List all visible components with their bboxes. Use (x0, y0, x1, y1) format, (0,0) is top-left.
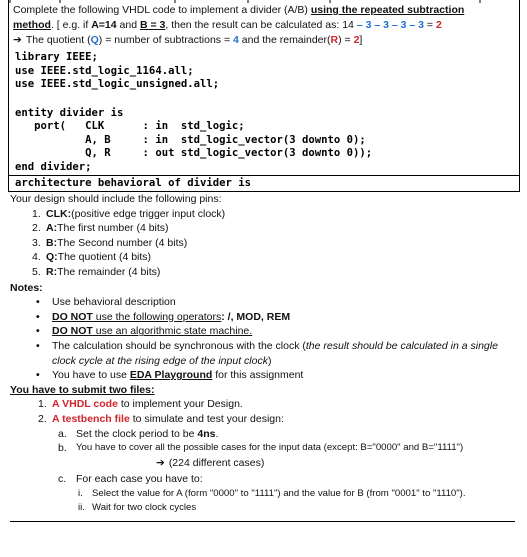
list-number: 4. (32, 251, 41, 264)
bullet-icon: • (36, 310, 40, 323)
code-line: end divider; (15, 160, 92, 173)
library-block (9, 50, 519, 93)
operators: : /, MOD, REM (221, 310, 291, 323)
list-item (32, 250, 518, 265)
pin-name: A: (46, 222, 58, 235)
list-text: For each case you have to: (76, 473, 203, 486)
intro-line-1 (13, 3, 515, 18)
list-number: 3. (32, 236, 41, 249)
code-line: A, B : in std_logic_vector(3 downto 0); (15, 133, 366, 146)
bullet-icon: • (36, 369, 40, 382)
code-line: library IEEE; (15, 51, 98, 63)
pin-desc: The quotient (4 bits) (57, 251, 152, 264)
list-number: 5. (32, 265, 41, 278)
list-letter: c. (58, 473, 67, 486)
note-italic: the result should be calculated in a single clock cycle at the rising edge of the input clock (52, 339, 498, 367)
eda-playground-link[interactable]: EDA Playground (129, 369, 213, 382)
list-item (38, 397, 518, 412)
list-item (32, 221, 518, 236)
list-item (78, 501, 518, 515)
note-text: You have to use (52, 369, 130, 382)
intro-text: . [ e.g. if (50, 19, 92, 31)
example-result: 2 (435, 19, 442, 31)
list-number: 1. (38, 398, 47, 411)
bullet-icon: • (36, 339, 40, 352)
note-text: use the following operators (92, 310, 222, 323)
remainder-label: R (330, 34, 339, 46)
testbench-list (58, 427, 518, 487)
clock-period: 4ns (197, 427, 216, 440)
list-text: Set the clock period to be (76, 427, 198, 440)
method-emphasis: using the repeated subtraction (310, 4, 465, 16)
list-text: You have to cover all the possible cases for the input data (except: B="0000" and B="1111") (76, 442, 464, 454)
code-line: use IEEE.std_logic_1164.all; (15, 64, 194, 77)
vhdl-code-box (8, 50, 520, 192)
assignment-document (8, 0, 520, 522)
notes-heading: Notes: (10, 281, 43, 294)
list-numeral: i. (78, 487, 83, 499)
code-line: Q, R : out std_logic_vector(3 downto 0)); (15, 147, 373, 159)
intro-text: = (423, 19, 436, 31)
note-emphasis: DO NOT (52, 310, 93, 323)
pins-heading: Your design should include the following pins: (10, 193, 222, 205)
intro-text: The quotient ( (25, 34, 91, 46)
intro-text: ) = (338, 34, 354, 46)
submit-text: to implement your Design. (117, 398, 243, 411)
example-b: B = 3 (139, 19, 166, 31)
list-text: Select the value for A (form "0000" to "1111") and the value for B (from "0001" to "1110"). (92, 487, 466, 499)
list-item (32, 236, 518, 251)
list-number: 1. (32, 207, 41, 220)
note-emphasis: DO NOT (52, 325, 93, 338)
arrow-right-icon: ➔ (13, 34, 22, 46)
list-item (58, 472, 518, 487)
note-text: The calculation should be synchronous with the clock ( (52, 339, 306, 352)
code-line: use IEEE.std_logic_unsigned.all; (15, 78, 220, 90)
submit-heading: You have to submit two files: (10, 383, 155, 396)
pin-desc: (positive edge trigger input clock) (71, 207, 226, 220)
submit-list (38, 397, 518, 426)
list-item (32, 207, 518, 222)
case-count-line (156, 456, 518, 471)
submit-file-2: A testbench file (52, 412, 130, 425)
architecture-line: architecture behavioral of divider is (9, 175, 519, 191)
pin-desc: The remainder (4 bits) (57, 265, 161, 278)
quotient-value: 4 (233, 34, 239, 46)
intro-text: and (116, 19, 140, 31)
note-item (36, 310, 518, 325)
example-a: A=14 (91, 19, 117, 31)
entity-block (9, 106, 519, 176)
quotient-label: Q (90, 34, 99, 46)
note-text: ) (267, 354, 272, 367)
case-steps-list (78, 487, 518, 515)
case-count: (224 different cases) (168, 456, 265, 469)
list-text: . (215, 427, 219, 440)
list-item (78, 487, 518, 501)
intro-text: and the remainder( (238, 34, 331, 46)
list-item (32, 265, 518, 280)
intro-text: ] (359, 34, 363, 46)
note-item (36, 339, 518, 368)
bullet-icon: • (36, 325, 40, 338)
pin-name: B: (46, 236, 58, 249)
intro-text: ) = number of subtractions = (98, 34, 234, 46)
note-text: Use behavioral description (52, 296, 176, 309)
note-text: use an algorithmic state machine. (92, 325, 253, 338)
pins-list (32, 207, 518, 280)
intro-line-3 (13, 33, 515, 48)
submit-text: to simulate and test your design: (129, 412, 284, 425)
arrow-right-icon: ➔ (156, 456, 165, 469)
bullet-icon: • (36, 296, 40, 309)
pin-desc: The Second number (4 bits) (57, 236, 188, 249)
instructions (8, 192, 520, 522)
bottom-rule (10, 521, 515, 522)
intro-box (8, 0, 520, 50)
list-item (58, 441, 518, 456)
list-numeral: ii. (78, 501, 85, 513)
list-number: 2. (32, 222, 41, 235)
intro-text: , then the result can be calculated as: 14 (165, 19, 357, 31)
intro-line-2 (13, 18, 515, 33)
code-line: entity divider is (15, 106, 124, 119)
pin-name: Q: (46, 251, 58, 264)
pin-name: CLK: (46, 207, 72, 220)
pin-name: R: (46, 265, 58, 278)
list-text: Wait for two clock cycles (92, 501, 197, 513)
note-item (36, 368, 518, 383)
list-number: 2. (38, 412, 47, 425)
remainder-value: 2 (353, 34, 360, 46)
intro-text: Complete the following VHDL code to implement a divider (A/B) (13, 4, 311, 16)
note-text: for this assignment (212, 369, 304, 382)
subtractions: – 3 – 3 – 3 – 3 (356, 19, 424, 31)
note-item (36, 324, 518, 339)
method-emphasis-end: method (13, 19, 51, 31)
note-item (36, 295, 518, 310)
list-item (58, 427, 518, 442)
code-line: port( CLK : in std_logic; (15, 120, 245, 132)
list-letter: b. (58, 442, 67, 455)
submit-file-1: A VHDL code (52, 398, 118, 411)
pin-desc: The first number (4 bits) (57, 222, 169, 235)
list-letter: a. (58, 427, 67, 440)
list-item (38, 412, 518, 427)
